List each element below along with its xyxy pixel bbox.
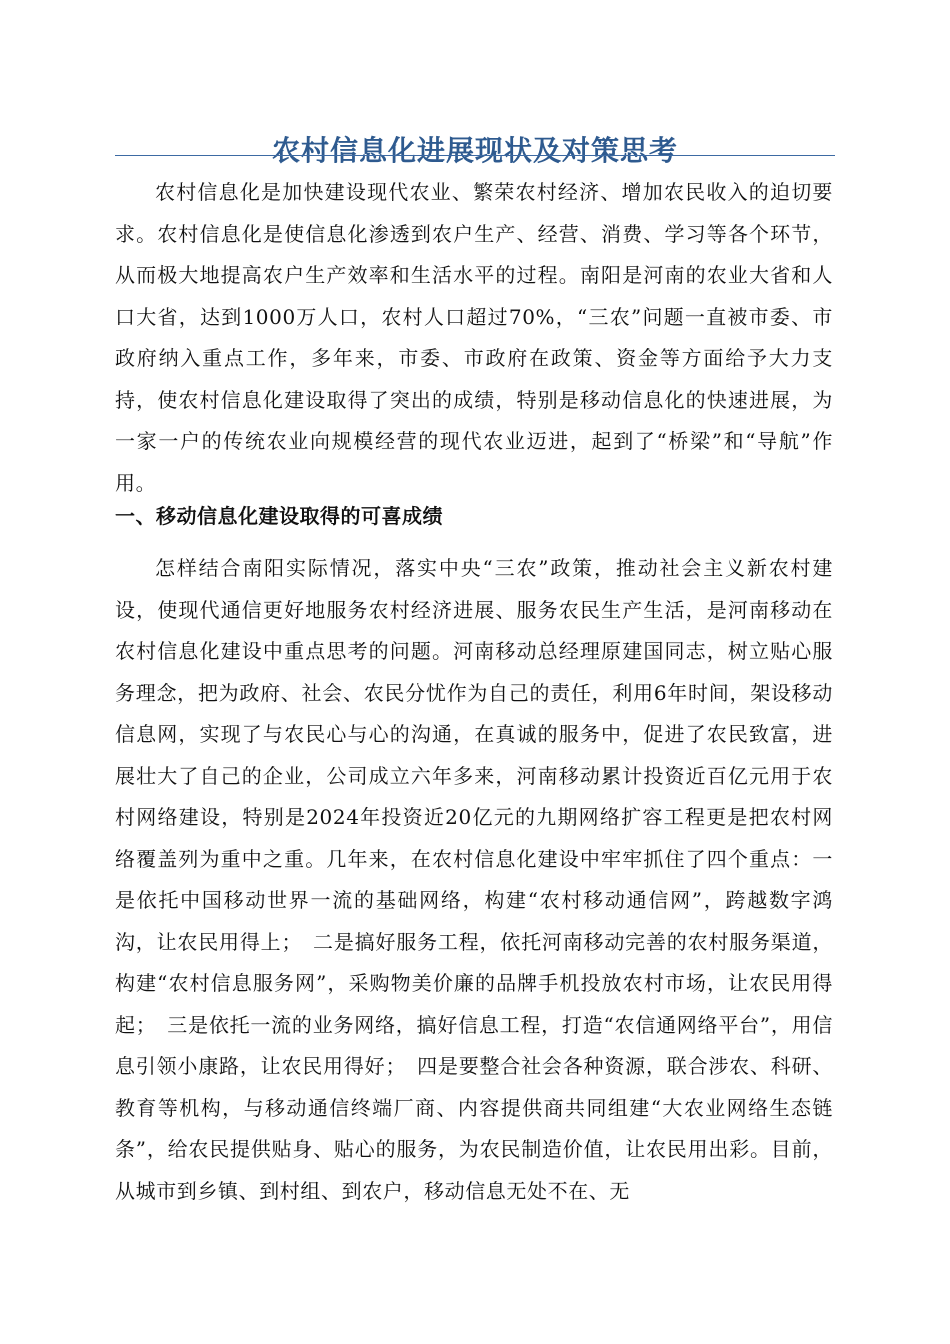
intro-paragraph: 农村信息化是加快建设现代农业、繁荣农村经济、增加农民收入的迫切要求。农村信息化是使信息化渗透到农户生产、经营、消费、学习等各个环节，从而极大地提高农户生产效率和生活水平的过程。南阳是河南的农业大省和人口大省，达到1000万人口，农村人口超过70%，“三农”问题一直被市委、市政府纳入重点工作，多年来，市委、市政府在政策、资金等方面给予大力支持，使农村信息化建设取得了突出的成绩，特别是移动信息化的快速进展，为一家一户的传统农业向规模经营的现代农业迈进，起到了“桥梁”和“导航”作用。: [115, 180, 833, 495]
section-heading: 一、移动信息化建设取得的可喜成绩: [115, 504, 443, 528]
section-paragraph: 怎样结合南阳实际情况，落实中央“三农”政策，推动社会主义新农村建设，使现代通信更好地服务农村经济进展、服务农民生产生活，是河南移动在农村信息化建设中重点思考的问题。河南移动总经理原建国同志，树立贴心服务理念，把为政府、社会、农民分忧作为自己的责任，利用6年时间，架设移动信息网，实现了与农民心与心的沟通，在真诚的服务中，促进了农民致富，进展壮大了自己的企业，公司成立六年多来，河南移动累计投资近百亿元用于农村网络建设，特别是2024年投资近20亿元的九期网络扩容工程更是把农村网络覆盖列为重中之重。几年来，在农村信息化建设中牢牢抓住了四个重点：一是依托中国移动世界一流的基础网络，构建“农村移动通信网”，跨越数字鸿沟，让农民用得上； 二是搞好服务工程，依托河南移动完善的农村服务渠道，构建“农村信息服务网”，采购物美价廉的品牌手机投放农村市场，让农民用得起； 三是依托一流的业务网络，搞好信息工程，打造“农信通网络平台”，用信息引领小康路，让农民用得好； 四是要整合社会各种资源，联合涉农、科研、教育等机构，与移动通信终端厂商、内容提供商共同组建“大农业网络生态链条”，给农民提供贴身、贴心的服务，为农民制造价值，让农民用出彩。目前，从城市到乡镇、到村组、到农户，移动信息无处不在、无: [115, 556, 833, 1203]
title-underline: [115, 155, 835, 156]
document-title: 农村信息化进展现状及对策思考: [271, 133, 678, 167]
